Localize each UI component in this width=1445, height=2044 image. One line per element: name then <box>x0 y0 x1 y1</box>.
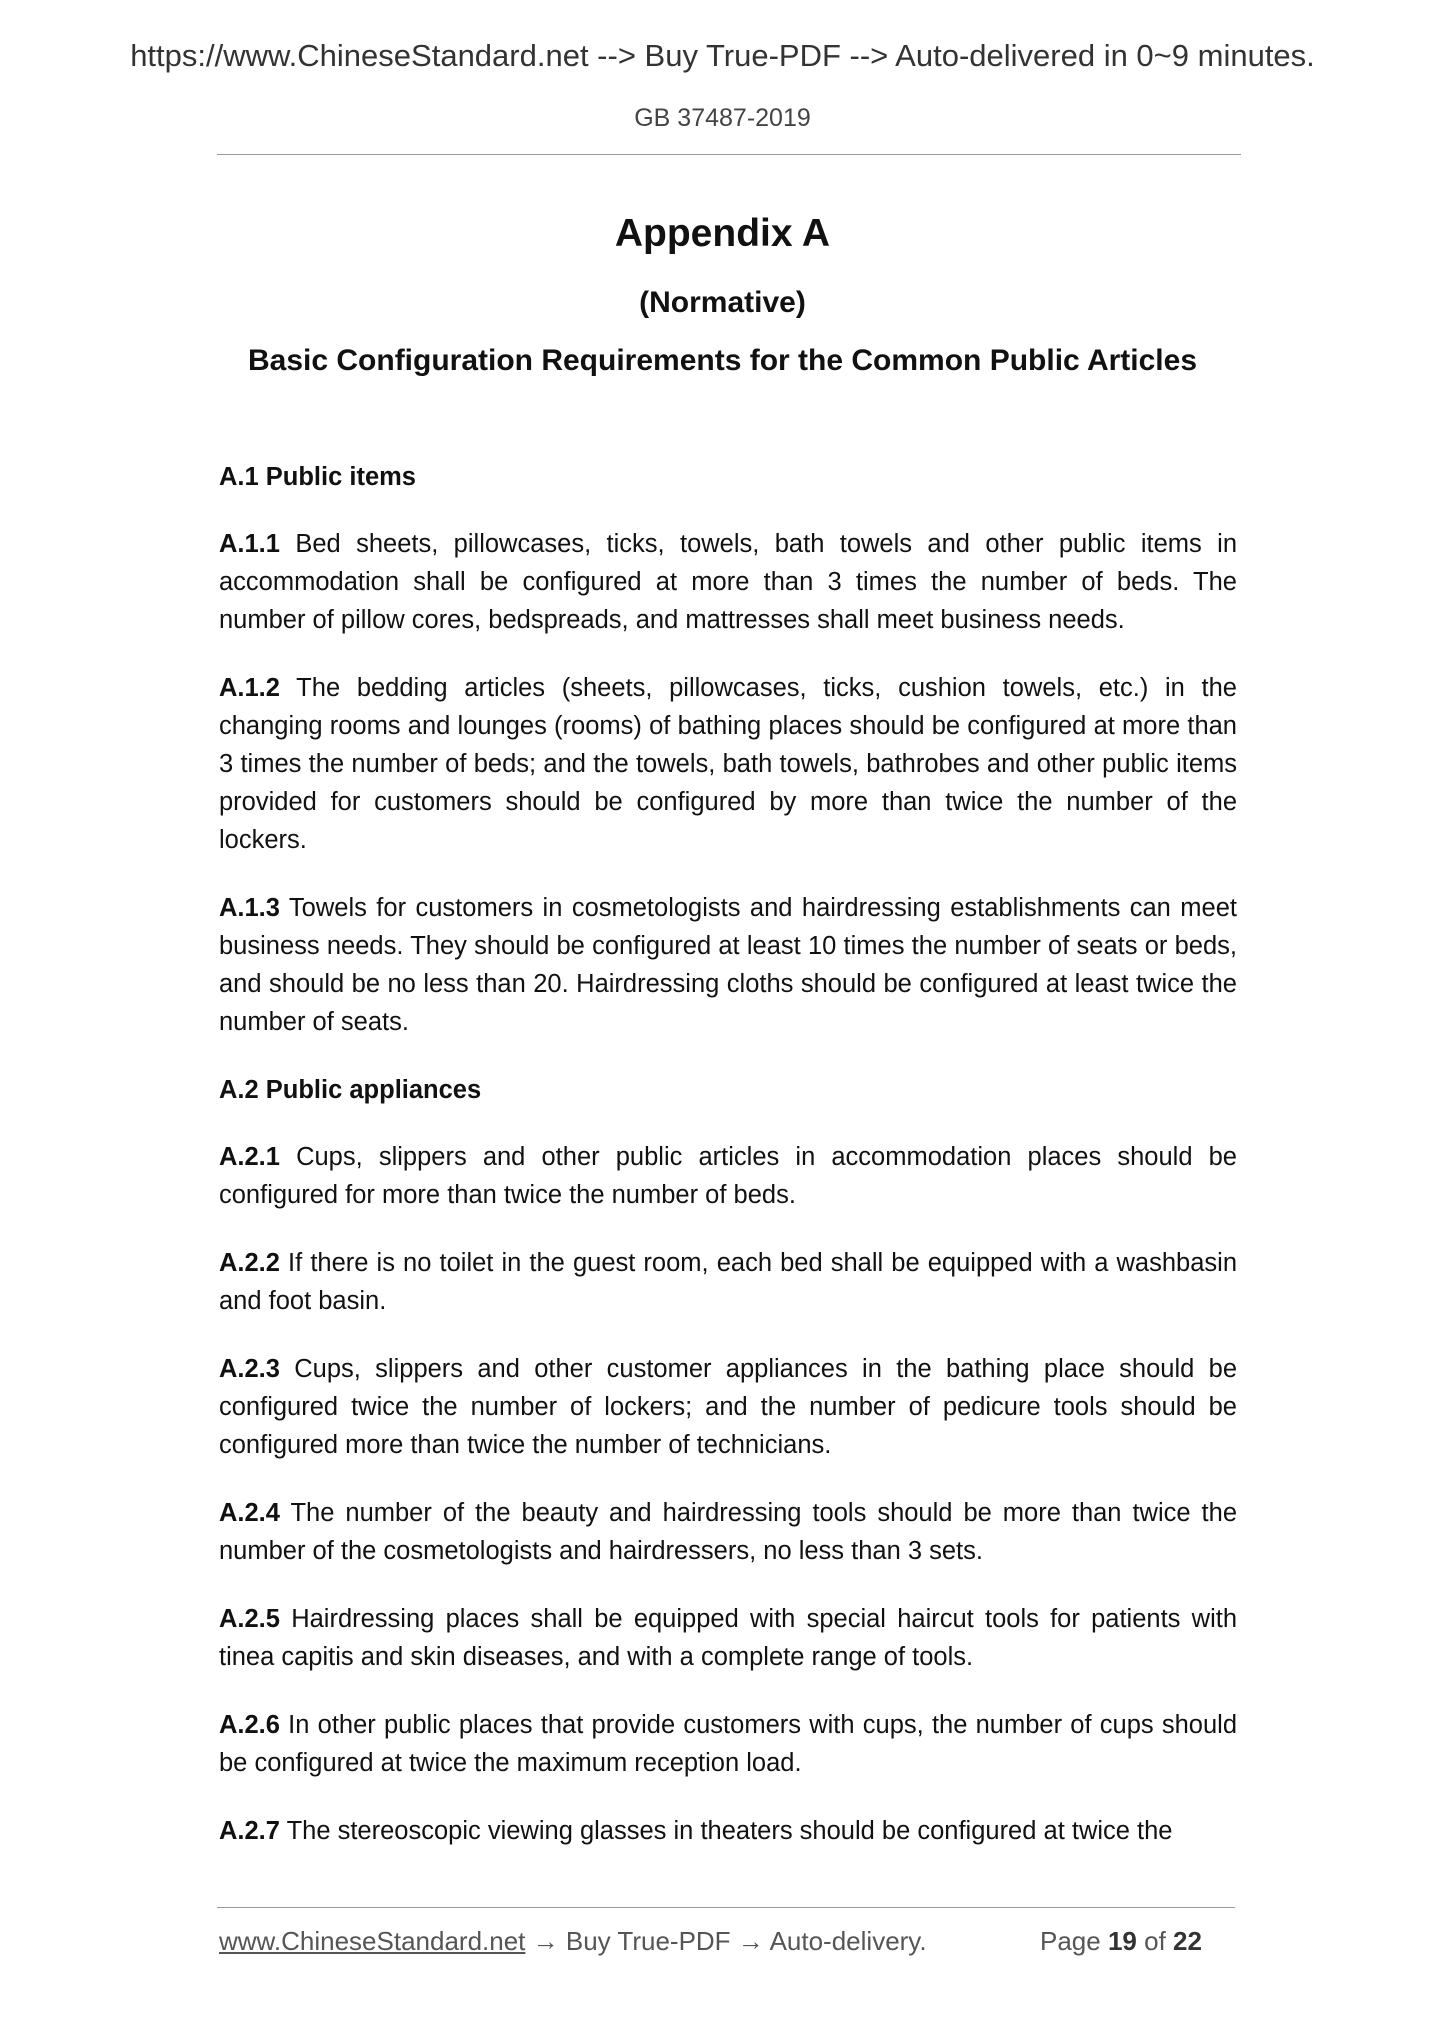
appendix-type: (Normative) <box>639 286 806 319</box>
appendix-subtitle: Basic Configuration Requirements for the Common Public Articles <box>247 344 1197 377</box>
footer-promo-text: → Buy True-PDF → Auto-delivery. <box>525 1926 927 1956</box>
clause-number: A.1.3 <box>219 894 280 922</box>
clause-text: In other public places that provide customers with cups, the number of cups should be configured at twice the maximum reception load. <box>219 1711 1237 1777</box>
footer-site-link[interactable]: www.ChineseStandard.net <box>219 1926 526 1956</box>
clause-text: The number of the beauty and hairdressing tools should be more than twice the number of the cosmetologists and hairdressers, no less than 3 sets. <box>219 1499 1237 1565</box>
clause-number: A.2.2 <box>219 1249 280 1277</box>
page-label: Page <box>1040 1926 1101 1956</box>
appendix-title: Appendix A <box>614 212 831 255</box>
clause <box>219 1350 1237 1464</box>
page-of-label: of <box>1144 1926 1166 1956</box>
clause-number: A.1.1 <box>219 530 280 558</box>
section-heading: A.2 Public appliances <box>219 1076 482 1104</box>
clause <box>219 1244 1237 1320</box>
clause-number: A.1.2 <box>219 674 280 702</box>
clause-text: Cups, slippers and other customer appliances in the bathing place should be configured twice the number of lockers; and the number of pedicure tools should be configured more than twice the number of technicians. <box>219 1355 1237 1459</box>
section-heading: A.1 Public items <box>219 463 416 491</box>
clause-text: The stereoscopic viewing glasses in theaters should be configured at twice the <box>279 1817 1173 1845</box>
clause-number: A.2.7 <box>219 1817 280 1845</box>
page-indicator <box>1040 1926 1202 1957</box>
clause <box>219 525 1237 639</box>
clause <box>219 669 1237 859</box>
clause-text: If there is no toilet in the guest room, each bed shall be equipped with a washbasin and foot basin. <box>219 1249 1237 1315</box>
clause <box>219 889 1237 1041</box>
clause <box>219 1812 1237 1850</box>
clause <box>219 1600 1237 1676</box>
clause <box>219 1138 1237 1214</box>
clause-number: A.2.1 <box>219 1143 280 1171</box>
header-divider <box>217 154 1241 155</box>
clause-number: A.2.6 <box>219 1711 280 1739</box>
top-banner: https://www.ChineseStandard.net --> Buy True-PDF --> Auto-delivered in 0~9 minutes. <box>130 38 1315 73</box>
clause-text: The bedding articles (sheets, pillowcases, ticks, cushion towels, etc.) in the changing rooms and lounges (rooms) of bathing places should be configured at more than 3 times the number of beds; and the towels, bath towels, bathrobes and other public items provided for customers should be configured by more than twice the number of the lockers. <box>219 674 1237 854</box>
clause-number: A.2.4 <box>219 1499 280 1527</box>
clause-text: Hairdressing places shall be equipped with special haircut tools for patients with tinea capitis and skin diseases, and with a complete range of tools. <box>219 1605 1237 1671</box>
clause <box>219 1494 1237 1570</box>
clause-text: Towels for customers in cosmetologists and hairdressing establishments can meet business needs. They should be configured at least 10 times the number of seats or beds, and should be no less than 20. Hairdressing cloths should be configured at least twice the number of seats. <box>219 894 1237 1036</box>
clause-text: Bed sheets, pillowcases, ticks, towels, bath towels and other public items in accommodation shall be configured at more than 3 times the number of beds. The number of pillow cores, bedspreads, and mattresses shall meet business needs. <box>219 530 1237 634</box>
standard-code: GB 37487-2019 <box>634 104 811 132</box>
footer-divider <box>217 1907 1235 1908</box>
clause <box>219 1706 1237 1782</box>
clause-number: A.2.5 <box>219 1605 280 1633</box>
page-total: 22 <box>1173 1926 1202 1956</box>
clause-number: A.2.3 <box>219 1355 280 1383</box>
footer-promo <box>219 1926 927 1957</box>
page-current: 19 <box>1107 1926 1137 1956</box>
clause-text: Cups, slippers and other public articles in accommodation places should be configured for more than twice the number of beds. <box>219 1143 1237 1209</box>
document-body <box>219 458 1237 1880</box>
